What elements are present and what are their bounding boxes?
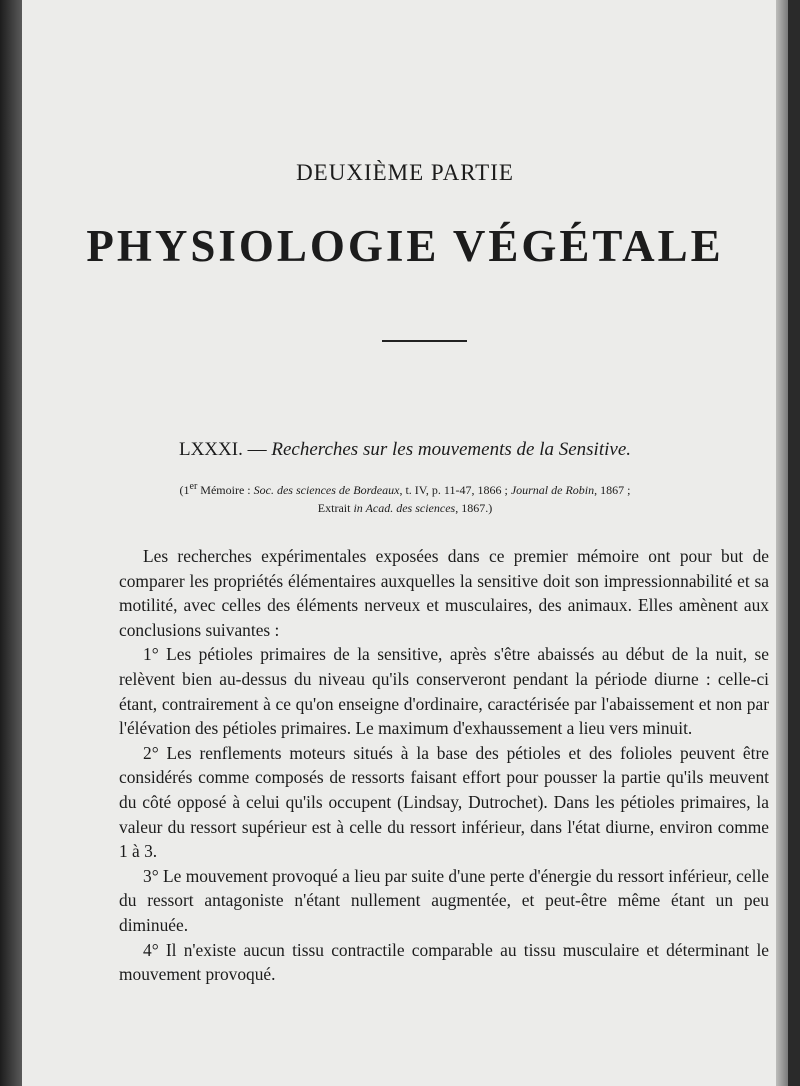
title-divider xyxy=(382,340,467,342)
scan-left-edge xyxy=(0,0,22,1086)
source-line-2: Extrait in Acad. des sciences, 1867.) xyxy=(317,501,493,515)
chapter-title: Recherches sur les mouvements de la Sensitive. xyxy=(271,439,631,460)
source-line-1: (1er Mémoire : Soc. des sciences de Bordeaux, t. IV, p. 11-47, 1866 ; Journal de Robin, 1867 ; xyxy=(179,481,631,497)
part-heading: DEUXIÈME PARTIE xyxy=(296,160,514,185)
body-text xyxy=(119,544,769,987)
chapter-number: LXXXI. — xyxy=(178,439,267,460)
page-title: PHYSIOLOGIE VÉGÉTALE xyxy=(86,221,724,271)
book-page xyxy=(22,0,788,1086)
source-reference xyxy=(22,478,788,517)
paragraph-conclusion-1: 1° Les pétioles primaires de la sensitive, après s'être abaissés au début de la nuit, se relèvent bien au-dessus du niveau qu'ils conserveront pendant la période diurne : celle-ci étant, contrairement à ce qu'on enseigne d'ordinaire, caractérisée par l'abaissement et non par l'élévation des pétioles primaires. Le maximum d'exhaussement a lieu vers minuit. xyxy=(119,644,769,739)
chapter-heading xyxy=(22,439,788,461)
paragraph-intro: Les recherches expérimentales exposées dans ce premier mémoire ont pour but de comparer les propriétés élémentaires auxquelles la sensitive doit son impressionnabilité et sa motilité, avec celles des éléments nerveux et musculaires, des animaux. Elles amènent aux conclusions suivantes : xyxy=(119,546,769,640)
paragraph-conclusion-3: 3° Le mouvement provoqué a lieu par suite d'une perte d'énergie du ressort inférieur, celle du ressort antagoniste n'étant nullement augmentée, et peut-être même étant un peu diminuée. xyxy=(119,865,769,935)
paragraph-conclusion-4: 4° Il n'existe aucun tissu contractile comparable au tissu musculaire et déterminant le mouvement provoqué. xyxy=(119,939,769,985)
paragraph-conclusion-2: 2° Les renflements moteurs situés à la base des pétioles et des folioles peuvent être considérés comme composés de ressorts faisant effort pour pousser la partie qu'ils meuvent du côté opposé à celui qu'ils occupent (Lindsay, Dutrochet). Dans les pétioles primaires, la valeur du ressort supérieur est à celle du ressort inférieur, dans l'état diurne, environ comme 1 à 3. xyxy=(119,742,769,862)
